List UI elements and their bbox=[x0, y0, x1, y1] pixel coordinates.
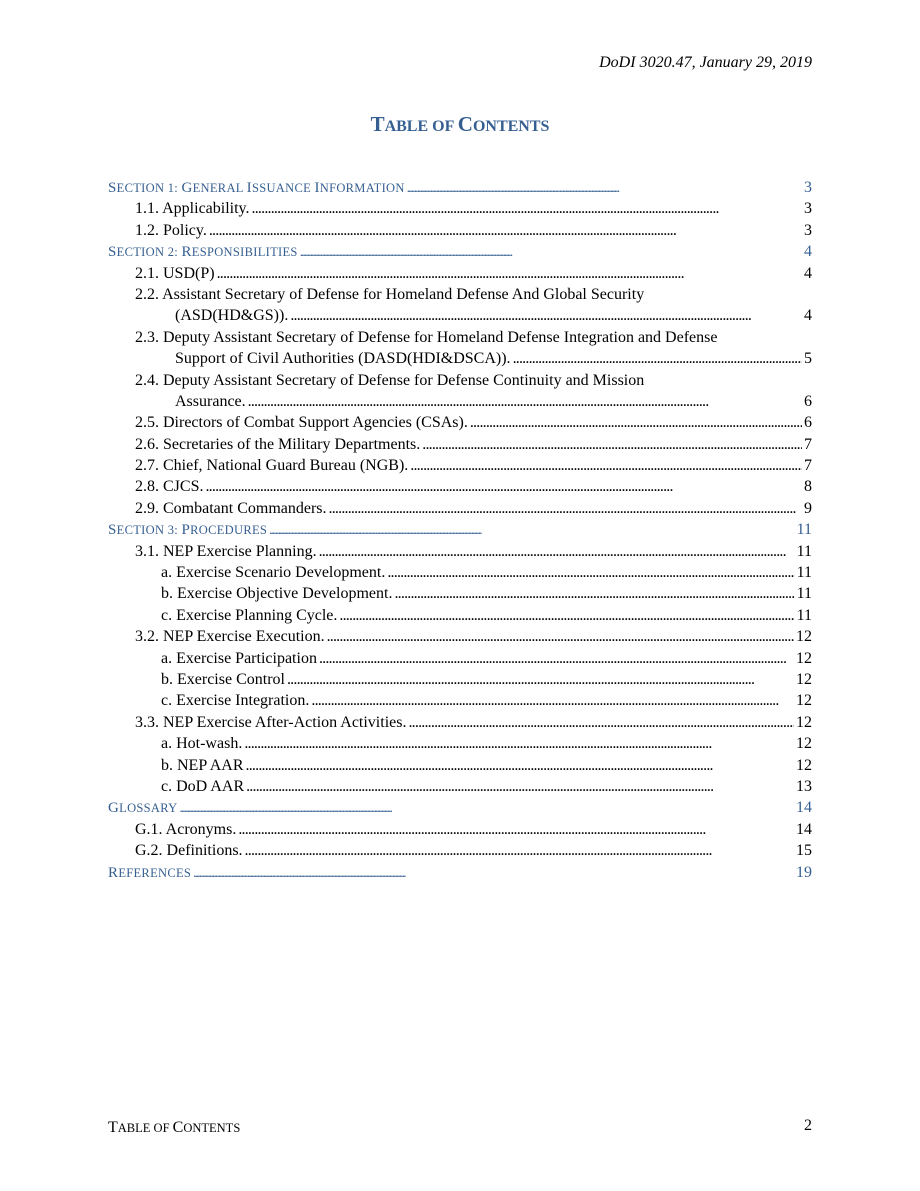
toc-glossary[interactable]: GLOSSARY . . . 14 bbox=[108, 797, 812, 818]
toc-section-3[interactable]: SECTION 3: PROCEDURES . . . 11 bbox=[108, 519, 812, 540]
document-header: DoDI 3020.47, January 29, 2019 bbox=[599, 54, 812, 71]
toc-entry-3-3-a[interactable]: a. Hot-wash. . . . 12 bbox=[108, 733, 812, 754]
toc-section-1[interactable]: SECTION 1: GENERAL ISSUANCE INFORMATION . . . 3 bbox=[108, 177, 812, 198]
toc-entry-3-1-b[interactable]: b. Exercise Objective Development. . . . 11 bbox=[108, 583, 812, 604]
toc-entry-2-5[interactable]: 2.5. Directors of Combat Support Agencies (CSAs). . . . 6 bbox=[108, 412, 812, 433]
toc-entry-2-4[interactable]: 2.4. Deputy Assistant Secretary of Defense for Defense Continuity and Mission Assurance. . . . 6 bbox=[108, 370, 812, 413]
toc-entry-3-2[interactable]: 3.2. NEP Exercise Execution. . . . 12 bbox=[108, 626, 812, 647]
toc-entry-3-3[interactable]: 3.3. NEP Exercise After-Action Activities. . . . 12 bbox=[108, 712, 812, 733]
footer-section-title: TABLE OF CONTENTS bbox=[108, 1119, 241, 1136]
toc-entry-g-1[interactable]: G.1. Acronyms. . . . 14 bbox=[108, 819, 812, 840]
toc-entry-3-2-a[interactable]: a. Exercise Participation . . . 12 bbox=[108, 648, 812, 669]
toc-entry-3-1-c[interactable]: c. Exercise Planning Cycle. . . . 11 bbox=[108, 605, 812, 626]
toc-references[interactable]: REFERENCES . . . 19 bbox=[108, 862, 812, 883]
toc-entry-3-3-c[interactable]: c. DoD AAR . . . 13 bbox=[108, 776, 812, 797]
toc-entry-2-1[interactable]: 2.1. USD(P) . . . 4 bbox=[108, 263, 812, 284]
toc-entry-2-7[interactable]: 2.7. Chief, National Guard Bureau (NGB). . . . 7 bbox=[108, 455, 812, 476]
page-title: TABLE OF CONTENTS bbox=[370, 112, 550, 136]
toc-entry-2-8[interactable]: 2.8. CJCS. . . . 8 bbox=[108, 476, 812, 497]
table-of-contents bbox=[108, 177, 812, 883]
toc-entry-g-2[interactable]: G.2. Definitions. . . . 15 bbox=[108, 840, 812, 861]
toc-entry-3-2-b[interactable]: b. Exercise Control . . . 12 bbox=[108, 669, 812, 690]
toc-entry-1-1[interactable]: 1.1. Applicability. . . . 3 bbox=[108, 198, 812, 219]
toc-entry-3-1-a[interactable]: a. Exercise Scenario Development. . . . 11 bbox=[108, 562, 812, 583]
toc-entry-2-9[interactable]: 2.9. Combatant Commanders. . . . 9 bbox=[108, 498, 812, 519]
toc-entry-2-3[interactable]: 2.3. Deputy Assistant Secretary of Defense for Homeland Defense Integration and Defense Support of Civil Authorities (DASD(HDI&DSCA)). . . . 5 bbox=[108, 327, 812, 370]
toc-entry-3-2-c[interactable]: c. Exercise Integration. . . . 12 bbox=[108, 690, 812, 711]
toc-entry-3-3-b[interactable]: b. NEP AAR . . . 12 bbox=[108, 755, 812, 776]
toc-entry-1-2[interactable]: 1.2. Policy. . . . 3 bbox=[108, 220, 812, 241]
toc-section-2[interactable]: SECTION 2: RESPONSIBILITIES . . . 4 bbox=[108, 241, 812, 262]
page-number: 2 bbox=[804, 1117, 812, 1134]
toc-entry-3-1[interactable]: 3.1. NEP Exercise Planning. . . . 11 bbox=[108, 541, 812, 562]
toc-entry-2-2[interactable]: 2.2. Assistant Secretary of Defense for Homeland Defense And Global Security (ASD(HD&GS)). . . . 4 bbox=[108, 284, 812, 327]
toc-entry-2-6[interactable]: 2.6. Secretaries of the Military Departments. . . . 7 bbox=[108, 434, 812, 455]
